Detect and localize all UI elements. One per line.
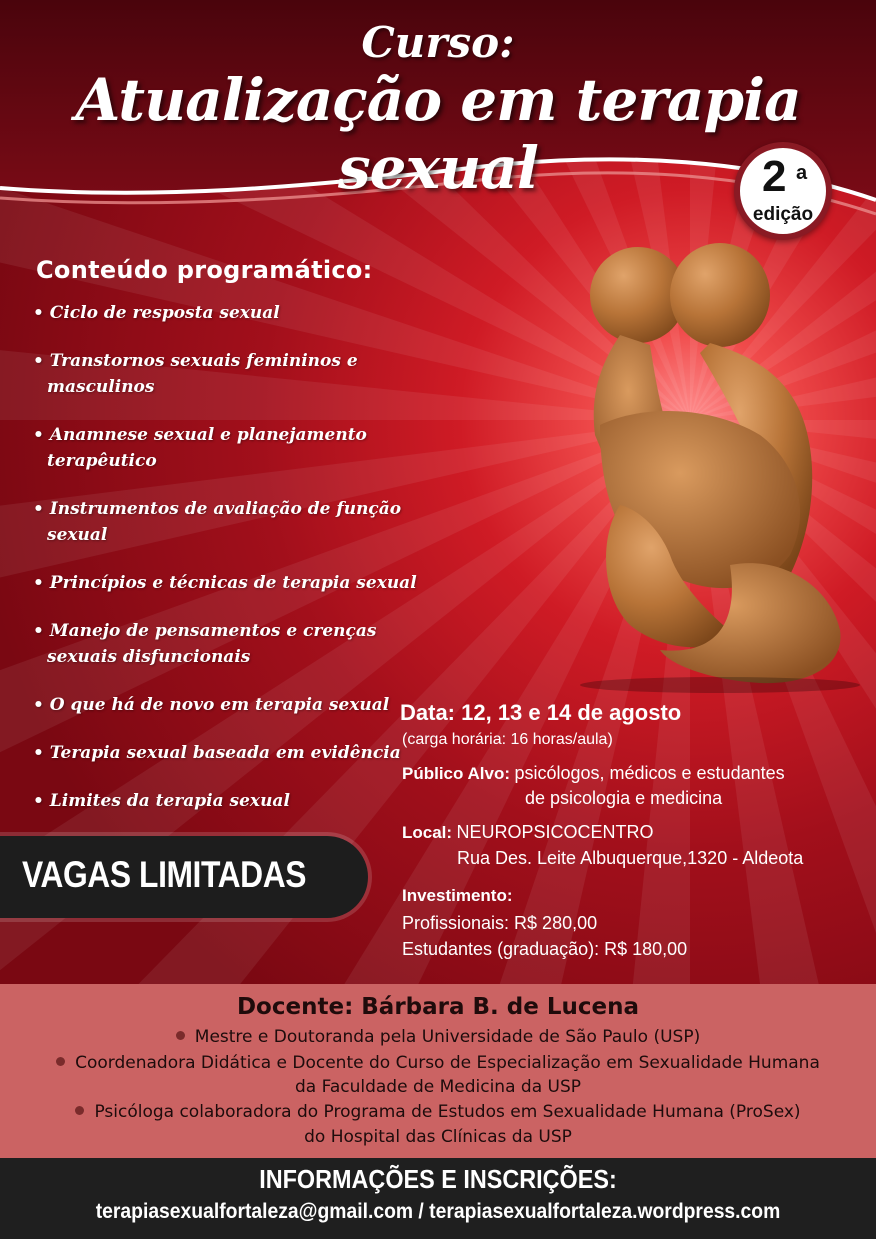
event-date: Data: 12, 13 e 14 de agosto xyxy=(400,700,682,725)
edition-number: 2 xyxy=(762,152,787,201)
workload-hours: (carga horária: 16 horas/aula) xyxy=(402,731,613,748)
credential-text: Coordenadora Didática e Docente do Curso de Especialização em Sexualidade Humana xyxy=(75,1053,820,1073)
topic-item: • Terapia sexual baseada em evidência xyxy=(33,740,443,766)
course-title: Atualização em terapia sexual xyxy=(75,66,801,202)
location xyxy=(402,822,654,843)
edition-badge xyxy=(734,142,832,240)
topic-item: • Manejo de pensamentos e crenças sexuais disfuncionais xyxy=(33,618,417,670)
topic-item: • O que há de novo em terapia sexual xyxy=(33,692,443,718)
footer xyxy=(0,1158,876,1239)
audience-label: Público Alvo: xyxy=(402,764,510,783)
credential-item-continued: do Hospital das Clínicas da USP xyxy=(304,1127,572,1147)
topic-item: • Princípios e técnicas de terapia sexual xyxy=(33,570,443,596)
location-label: Local: xyxy=(402,823,453,842)
footer-title: INFORMAÇÕES E INSCRIÇÕES: xyxy=(259,1164,617,1194)
credential-item xyxy=(0,1053,876,1073)
credential-text: Psicóloga colaboradora do Programa de Estudos em Sexualidade Humana (ProSex) xyxy=(94,1102,801,1122)
investment-students: Estudantes (graduação): R$ 180,00 xyxy=(402,939,688,959)
investment-label: Investimento: xyxy=(402,886,513,905)
bullet-icon xyxy=(56,1057,65,1066)
audience-line1: psicólogos, médicos e estudantes xyxy=(514,763,785,783)
topic-item: • Ciclo de resposta sexual xyxy=(33,300,443,326)
topic-item: • Anamnese sexual e planejamento terapêutico xyxy=(33,422,443,474)
audience-line2: de psicologia e medicina xyxy=(525,788,723,808)
limited-spots-label: VAGAS LIMITADAS xyxy=(22,854,307,895)
credential-text: Mestre e Doutoranda pela Universidade de São Paulo (USP) xyxy=(194,1027,701,1047)
edition-suffix: a xyxy=(796,162,808,184)
location-name: NEUROPSICOCENTRO xyxy=(456,822,654,842)
edition-label: edição xyxy=(752,204,814,225)
bullet-icon xyxy=(176,1031,185,1040)
contact-info[interactable]: terapiasexualfortaleza@gmail.com / terapiasexualfortaleza.wordpress.com xyxy=(95,1200,781,1223)
topic-item: • Transtornos sexuais femininos e masculinos xyxy=(33,348,443,400)
credential-item xyxy=(0,1102,876,1122)
location-address: Rua Des. Leite Albuquerque,1320 - Aldeota xyxy=(457,848,804,868)
investment-professionals: Profissionais: R$ 280,00 xyxy=(402,913,598,933)
topic-item: • Instrumentos de avaliação de função sexual xyxy=(33,496,443,548)
bullet-icon xyxy=(75,1106,84,1115)
limited-spots-banner xyxy=(0,836,368,918)
credential-item-continued: da Faculdade de Medicina da USP xyxy=(294,1077,581,1097)
couple-sculpture-image xyxy=(560,235,860,695)
instructor-title: Docente: Bárbara B. de Lucena xyxy=(236,994,640,1020)
credential-item xyxy=(0,1027,876,1047)
audience xyxy=(402,763,862,784)
instructor-section xyxy=(0,984,876,1158)
topic-list xyxy=(33,300,443,862)
course-prefix: Curso: xyxy=(361,18,515,67)
content-heading: Conteúdo programático: xyxy=(36,256,373,284)
topic-item: • Limites da terapia sexual xyxy=(33,788,443,814)
